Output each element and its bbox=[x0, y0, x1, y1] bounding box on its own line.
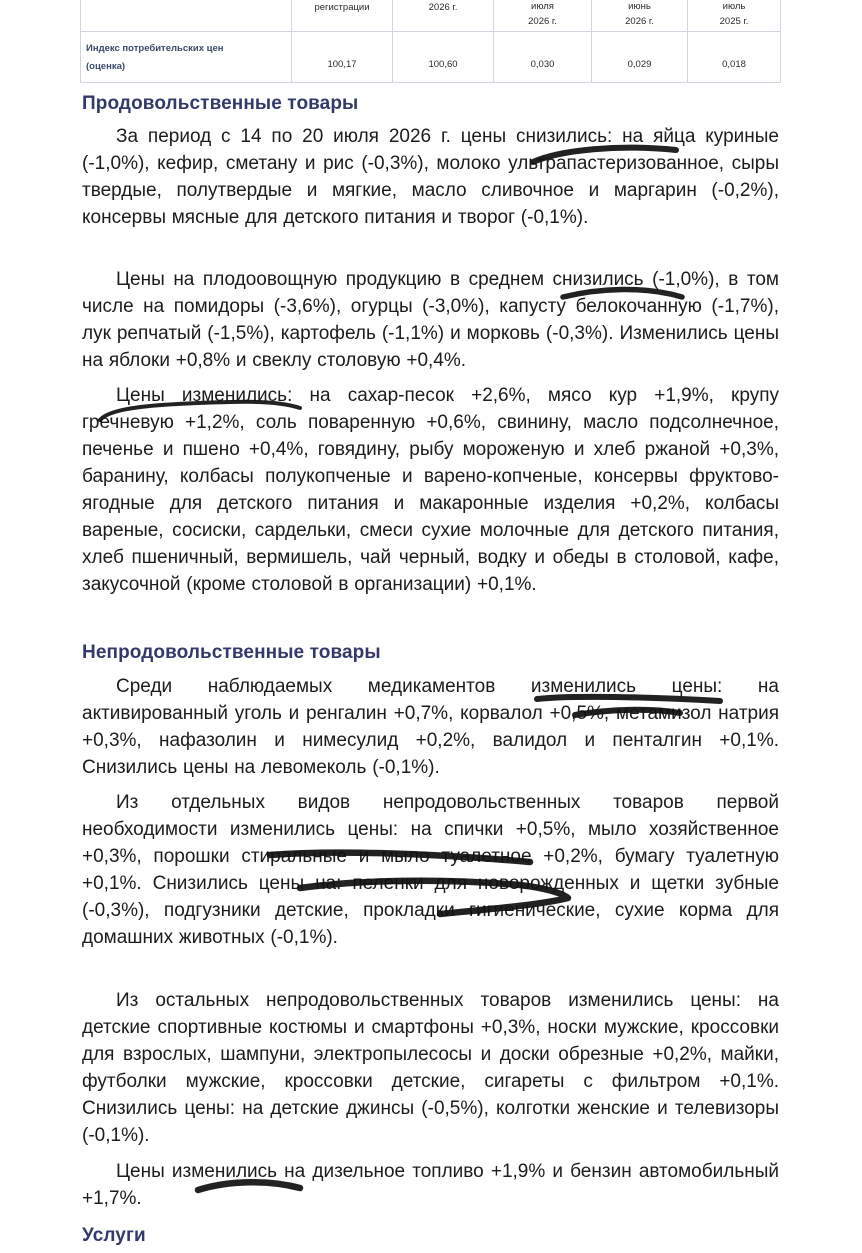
paragraph-medicines: Среди наблюдаемых медикаментов изменились цены: на активированный уголь и ренгалин +0,7%, корвалол +0,5%, метамизол натрия +0,3%, нафазолин и нимесулид +0,2%, валидол и пенталгин +0,1%. Снизились цены на левомеколь (-0,1%). bbox=[82, 676, 779, 778]
table-header-row bbox=[81, 0, 781, 32]
table-header-cell: регистрации bbox=[292, 0, 393, 32]
table-header-cell: июнь 2026 г. bbox=[592, 0, 688, 32]
table-row bbox=[81, 32, 781, 83]
table-cell: 100,17 bbox=[292, 32, 393, 83]
paragraph-produce: Цены на плодоовощную продукцию в среднем снизились (-1,0%), в том числе на помидоры (-3,6%), огурцы (-3,0%), капусту белокочанную (-1,7%), лук репчатый (-1,5%), картофель (-1,1%) и морковь (-0,3%). Изменились цены на яблоки +0,8% и свеклу столовую +0,4%. bbox=[82, 269, 779, 371]
paragraph-fuel: Цены изменились на дизельное топливо +1,9% и бензин автомобильный +1,7%. bbox=[82, 1161, 779, 1209]
table-cell: 0,018 bbox=[688, 32, 781, 83]
cpi-table bbox=[80, 0, 781, 83]
table-row-label: Индекс потребительских цен (оценка) bbox=[81, 32, 292, 83]
table-cell: 100,60 bbox=[393, 32, 494, 83]
paragraph-food-decrease: За период с 14 по 20 июля 2026 г. цены снизились: на яйца куриные (-1,0%), кефир, сметану и рис (-0,3%), молоко ультрапастеризованное, сыры твердые, полутвердые и мягкие, масло сливочное и маргарин (-0,2%), консервы мясные для детского питания и творог (-0,1%). bbox=[82, 126, 779, 228]
cpi-table-wrap bbox=[80, 0, 780, 83]
table-cell: 0,030 bbox=[494, 32, 592, 83]
section-heading-nonfood: Непродовольственные товары bbox=[82, 642, 381, 663]
table-cell: 0,029 bbox=[592, 32, 688, 83]
paragraph-essentials: Из отдельных видов непродовольственных товаров первой необходимости изменились цены: на спички +0,5%, мыло хозяйственное +0,3%, порошки стиральные и мыло туалетное +0,2%, бумагу туалетную +0,1%. Снизились цены на: пеленки для новорожденных и щетки зубные (-0,3%), подгузники детские, прокладки гигиенические, сухие корма для домашних животных (-0,1%). bbox=[82, 792, 779, 948]
paragraph-food-increase: Цены изменились: на сахар-песок +2,6%, мясо кур +1,9%, крупу гречневую +1,2%, соль поваренную +0,6%, свинину, масло подсолнечное, печенье и пшено +0,4%, говядину, рыбу мороженую и хлеб ржаной +0,3%, баранину, колбасы полукопченые и варено-копченые, консервы фруктово-ягодные для детского питания и макаронные изделия +0,2%, колбасы вареные, сосиски, сардельки, смеси сухие молочные для детского питания, хлеб пшеничный, вермишель, чай черный, водку и обеды в столовой, кафе, закусочной (кроме столовой в организации) +0,1%. bbox=[82, 385, 779, 595]
table-header-cell: 2026 г. bbox=[393, 0, 494, 32]
table-header-cell bbox=[81, 0, 292, 32]
paragraph-other-goods: Из остальных непродовольственных товаров изменились цены: на детские спортивные костюмы и смартфоны +0,3%, носки мужские, кроссовки для взрослых, шампуни, электропылесосы и доски обрезные +0,2%, майки, футболки мужские, кроссовки детские, сигареты с фильтром +0,1%. Снизились цены: на детские джинсы (-0,5%), колготки женские и телевизоры (-0,1%). bbox=[82, 990, 779, 1146]
section-heading-services: Услуги bbox=[82, 1225, 146, 1246]
table-header-cell: июля 2026 г. bbox=[494, 0, 592, 32]
table-header-cell: июль 2025 г. bbox=[688, 0, 781, 32]
section-heading-food: Продовольственные товары bbox=[82, 93, 359, 114]
